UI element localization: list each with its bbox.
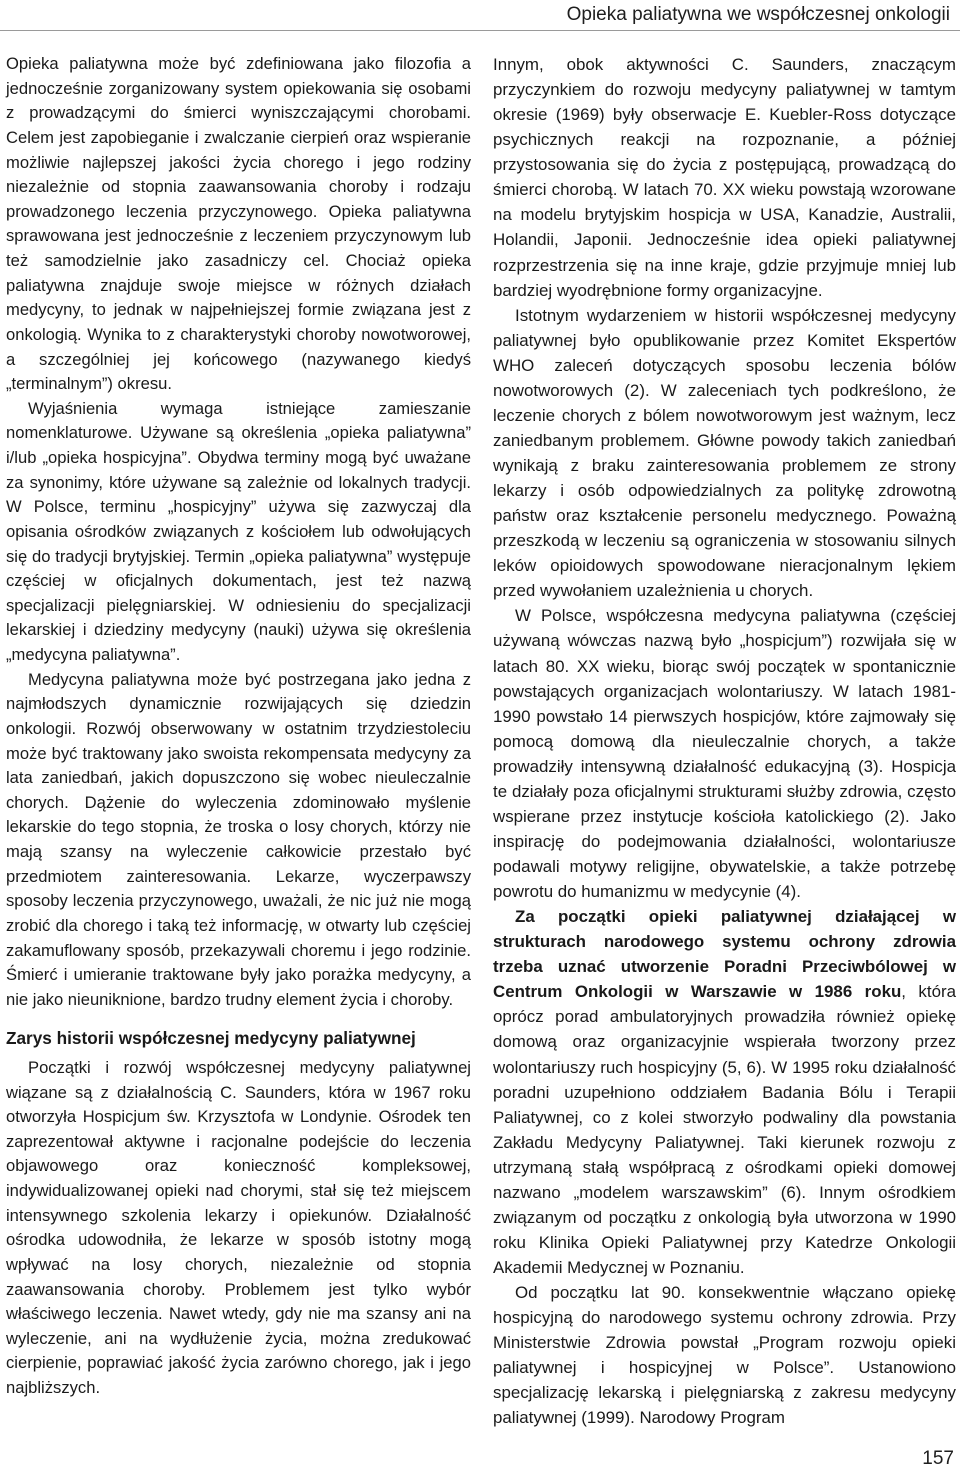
paragraph-nomenclature: Wyjaśnienia wymaga istniejące zamieszanie nomenklaturowe. Używane są określenia „opieka paliatywna” i/lub „opieka hospicyjna”. Obydwa terminy mogą być uważane za synonimy, które używane są zależnie od lokalnych tradycji. W Polsce, terminu „hospicyjny” używa się zazwyczaj dla opisania ośrodków związanych z kościołem lub odwołujących się do tradycji brytyjskiej. Termin „opieka paliatywna” występuje częściej w oficjalnych dokumentach, jest też nazwą specjalizacji pielęgniarskiej. W odniesieniu do specjalizacji lekarskiej i dziedziny medycyny (nauki) używa się określenia „medycyna paliatywna”. [6,398,471,664]
paragraph-medicine: Medycyna paliatywna może być postrzegana jako jedna z najmłodszych dynamicznie rozwijających się dziedzin onkologii. Rozwój obserwowany w ostatnim trzydziestoleciu może być traktowany jako swoista rekompensata medycyny za lata zaniedbań, jakich dopuszczono się wobec nieuleczalnie chorych. Dążenie do wyleczenia zdominowało myślenie lekarskie do tego stopnia, że troska o losy chorych, którzy nie mają szansy na wyleczenie całkowicie przestało być przedmiotem zainteresowania. Lekarze, wyczerpawszy sposoby leczenia przyczynowego, uważali, że nic już nie mogą zrobić dla chorego i taką też informację, w otwarty lub częściej zakamuflowany sposób, przekazywali choremu i jego rodzinie. Śmierć i umieranie traktowane były jako porażka medycyny, a nie jako nieuniknione, bardzo trudny element życia i choroby. [6,669,471,1009]
warsaw-continuation-text: , która oprócz porad ambulatoryjnych prowadziła również opiekę domową oraz organizacyjnie wspierała tworzony przez wolontariuszy ruch hospicyjny (5, 6). W 1995 roku działalność poradni uzupełniono oddziałem Badania Bólu i Terapii Paliatywnej, co z kolei stworzyło podwaliny dla powstania Zakładu Medycyny Paliatywnej. Taki kierunek rozwoju z utrzymaną stałą współpracą z ośrodkami opieki domowej nazwano „modelem warszawskim” (6). Innym ośrodkiem związanym od początku z onkologią była utworzona w 1990 roku Klinika Opieki Paliatywnej przy Katedrze Onkologii Akademii Medycznej w Poznaniu. [493,982,956,1277]
page-number: 157 [922,1448,954,1469]
paragraph-who: Istotnym wydarzeniem w historii współczesnej medycyny paliatywnej było opublikowanie przez Komitet Ekspertów WHO zaleceń dotyczących sposobu leczenia bólów nowotworowych (2). W zaleceniach tych podkreślono, że leczenie chorych z bólem nowotworowym jest ważnym, lecz zaniedbanym problemem. Główne powody takich zaniedbań wynikają z braku zainteresowania problemem ze strony lekarzy i osób odpowiedzialnych za politykę zdrowotną państw oraz kształcenie personelu medycznego. Poważną przeszkodą w leczeniu są ograniczenia w stosowaniu silnych leków opioidowych spowodowane nieracjonalnym lękiem przed wywołaniem uzależnienia u chorych. [493,305,956,601]
bold-lead-text: Za początki opieki paliatywnej działającej w strukturach narodowego systemu ochrony zdrowia trzeba uznać utworzenie Poradni Przeciwbólowej w Centrum Onkologii w Warszawie w 1986 roku [493,907,956,1002]
right-column [493,52,956,1430]
header-rule [0,30,960,31]
paragraph-history-start: Początki i rozwój współczesnej medycyny paliatywnej wiązane są z działalnością C. Saunders, która w 1967 roku otworzyła Hospicjum św. Krzysztofa w Londynie. Ośrodek ten zaprezentował aktywne i racjonalne podejście do leczenia objawowego oraz konieczność kompleksowej, indywidualizowanej opieki nad chorymi, stał się też miejscem intensywnego szkolenia lekarzy i opiekunów. Działalność ośrodka udowodniła, że lekarze w sposób istotny mogą wpływać na losy chorych, niezależnie od stopnia zaawansowania choroby. Problemem jest tylko wybór właściwego leczenia. Nawet wtedy, gdy nie ma szansy ani na wyleczenie, ani na wydłużenie życia, można zredukować cierpienie, poprawiać jakość życia zarówno chorego, jak i jego najbliższych. [6,1057,471,1397]
paragraph-nineties: Od początku lat 90. konsekwentnie włączano opiekę hospicyjną do narodowego systemu ochrony zdrowia. Przy Ministerstwie Zdrowia powstał „Program rozwoju opieki paliatywnej i hospicyjnej w Polsce”. Ustanowiono specjalizację lekarską i pielęgniarską z zakresu medycyny paliatywnej (1999). Narodowy Program [493,1283,956,1428]
paragraph-warsaw [493,904,956,1280]
running-title: Opieka paliatywna we współczesnej onkologii [566,4,950,25]
section-heading: Zarys historii współczesnej medycyny paliatywnej [6,1028,416,1049]
paragraph-poland: W Polsce, współczesna medycyna paliatywna (częściej używaną wówczas nazwą było „hospicjum”) rozwijała się w latach 80. XX wieku, biorąc swój początek w spontanicznie powstających organizacjach wolontariuszy. W latach 1981-1990 powstało 14 pierwszych hospicjów, które zajmowały się pomocą domową dla nieuleczalnie chorych, a także prowadziły intensywną działalność edukacyjną (3). Hospicja te działały poza oficjalnymi strukturami służby zdrowia, często wspierane przez instytucje kościoła katolickiego (2). Jako inspirację do podejmowania działalności, wolontariusze podawali motywy religijne, obywatelskie, a także potrzebę powrotu do humanizmu w medycynie (4). [493,606,956,902]
left-column [6,52,471,1401]
paragraph-definition: Opieka paliatywna może być zdefiniowana jako filozofia a jednocześnie zorganizowany system opiekowania się osobami z prowadzącymi do śmierci wyniszczającymi chorobami. Celem jest zapobieganie i zwalczanie cierpień oraz wspieranie możliwie najlepszej jakości życia chorego i jego rodziny niezależnie od stopnia zaawansowania choroby i rodzaju prowadzonego leczenia przyczynowego. Opieka paliatywna sprawowana jest jednocześnie z leczeniem przyczynowym lub też samodzielnie jako zasadniczy cel. Chociaż opieka paliatywna znajduje swoje miejsce w różnych działach medycyny, to jednak w najpełniejszej formie związana jest z onkologią. Wynika to z charakterystyki choroby nowotworowej, a szczególniej jej końcowego (nazywanego kiedyś „terminalnym”) okresu. [6,54,471,394]
paragraph-continuation: Innym, obok aktywności C. Saunders, znaczącym przyczynkiem do rozwoju medycyny paliatywnej w tamtym okresie (1969) były obserwacje E. Kuebler-Ross dotyczące psychicznych reakcji na rozpoznanie, a później przystosowania się do życia z postępującą, prowadzącą do śmierci chorobą. W latach 70. XX wieku powstają wzorowane na modelu brytyjskim hospicja w USA, Kanadzie, Australii, Holandii, Japonii. Jednocześnie idea opieki paliatywnej rozprzestrzenia się na inne kraje, gdzie przyjmuje mniej lub bardziej wyodrębnione formy organizacyjne. [493,55,956,300]
